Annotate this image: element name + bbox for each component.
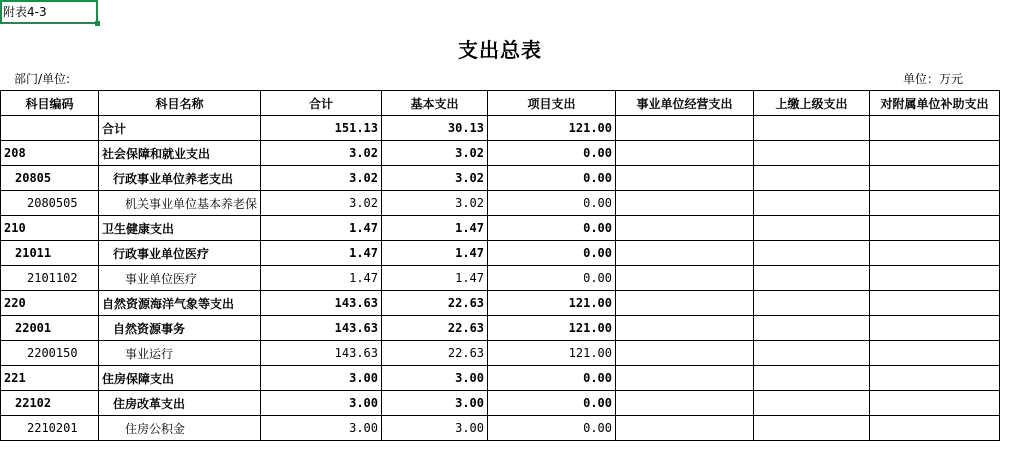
cell-total[interactable]: 3.02: [261, 141, 382, 166]
cell-business[interactable]: [616, 216, 754, 241]
cell-basic[interactable]: 22.63: [382, 291, 488, 316]
cell-code[interactable]: 22001: [1, 316, 99, 341]
cell-business[interactable]: [616, 316, 754, 341]
table-row: [1, 141, 1000, 166]
cell-code[interactable]: 2210201: [1, 416, 99, 441]
cell-total[interactable]: 3.02: [261, 166, 382, 191]
cell-total[interactable]: 3.02: [261, 191, 382, 216]
cell-code[interactable]: 220: [1, 291, 99, 316]
cell-name[interactable]: 合计: [99, 116, 261, 141]
header-remit[interactable]: 上缴上级支出: [754, 91, 870, 116]
cell-name[interactable]: 事业运行: [99, 341, 261, 366]
cell-project[interactable]: 0.00: [488, 141, 616, 166]
cell-total[interactable]: 143.63: [261, 341, 382, 366]
cell-subsidy[interactable]: [870, 366, 1000, 391]
cell-basic[interactable]: 1.47: [382, 216, 488, 241]
cell-subsidy[interactable]: [870, 266, 1000, 291]
cell-subsidy[interactable]: [870, 316, 1000, 341]
cell-business[interactable]: [616, 266, 754, 291]
cell-subsidy[interactable]: [870, 416, 1000, 441]
cell-basic[interactable]: 1.47: [382, 266, 488, 291]
page-title: 支出总表: [458, 38, 542, 62]
cell-code[interactable]: 210: [1, 216, 99, 241]
cell-basic[interactable]: 3.00: [382, 416, 488, 441]
cell-total[interactable]: 151.13: [261, 116, 382, 141]
cell-business[interactable]: [616, 116, 754, 141]
cell-name[interactable]: 住房公积金: [99, 416, 261, 441]
cell-subsidy[interactable]: [870, 216, 1000, 241]
table-row: [1, 266, 1000, 291]
cell-name[interactable]: 机关事业单位基本养老保: [99, 191, 261, 216]
cell-code[interactable]: 221: [1, 366, 99, 391]
cell-total[interactable]: 3.00: [261, 416, 382, 441]
cell-name[interactable]: 行政事业单位养老支出: [99, 166, 261, 191]
header-total[interactable]: 合计: [261, 91, 382, 116]
cell-code[interactable]: 21011: [1, 241, 99, 266]
header-subsidy[interactable]: 对附属单位补助支出: [870, 91, 1000, 116]
cell-business[interactable]: [616, 366, 754, 391]
table-row: [1, 391, 1000, 416]
cell-business[interactable]: [616, 241, 754, 266]
cell-ref-text: 附表4-3: [3, 5, 47, 19]
cell-subsidy[interactable]: [870, 166, 1000, 191]
cell-project[interactable]: 121.00: [488, 116, 616, 141]
selected-cell[interactable]: [0, 0, 98, 24]
cell-code[interactable]: 22102: [1, 391, 99, 416]
cell-project[interactable]: 0.00: [488, 216, 616, 241]
cell-subsidy[interactable]: [870, 291, 1000, 316]
cell-basic[interactable]: 1.47: [382, 241, 488, 266]
cell-remit[interactable]: [754, 316, 870, 341]
header-name[interactable]: 科目名称: [99, 91, 261, 116]
cell-project[interactable]: 0.00: [488, 416, 616, 441]
cell-name[interactable]: 卫生健康支出: [99, 216, 261, 241]
cell-business[interactable]: [616, 391, 754, 416]
table-row: [1, 166, 1000, 191]
cell-remit[interactable]: [754, 191, 870, 216]
header-project[interactable]: 项目支出: [488, 91, 616, 116]
cell-basic[interactable]: 30.13: [382, 116, 488, 141]
cell-name[interactable]: 住房保障支出: [99, 366, 261, 391]
cell-name[interactable]: 事业单位医疗: [99, 266, 261, 291]
cell-business[interactable]: [616, 291, 754, 316]
cell-code[interactable]: 2200150: [1, 341, 99, 366]
table-row: [1, 241, 1000, 266]
table-row: [1, 191, 1000, 216]
table-row: [1, 291, 1000, 316]
cell-subsidy[interactable]: [870, 116, 1000, 141]
table-row: [1, 316, 1000, 341]
cell-remit[interactable]: [754, 366, 870, 391]
cell-basic[interactable]: 3.02: [382, 191, 488, 216]
cell-project[interactable]: 0.00: [488, 391, 616, 416]
cell-basic[interactable]: 3.00: [382, 366, 488, 391]
cell-name[interactable]: 行政事业单位医疗: [99, 241, 261, 266]
header-business[interactable]: 事业单位经营支出: [616, 91, 754, 116]
cell-name[interactable]: 自然资源海洋气象等支出: [99, 291, 261, 316]
cell-remit[interactable]: [754, 166, 870, 191]
cell-basic[interactable]: 3.00: [382, 391, 488, 416]
cell-project[interactable]: 0.00: [488, 191, 616, 216]
cell-project[interactable]: 0.00: [488, 241, 616, 266]
table-row: [1, 116, 1000, 141]
cell-name[interactable]: 住房改革支出: [99, 391, 261, 416]
cell-total[interactable]: 3.00: [261, 391, 382, 416]
header-code[interactable]: 科目编码: [1, 91, 99, 116]
cell-subsidy[interactable]: [870, 241, 1000, 266]
cell-business[interactable]: [616, 416, 754, 441]
cell-subsidy[interactable]: [870, 191, 1000, 216]
table-row: [1, 216, 1000, 241]
cell-total[interactable]: 1.47: [261, 216, 382, 241]
cell-basic[interactable]: 3.02: [382, 166, 488, 191]
dept-label: 部门/单位:: [14, 72, 71, 86]
cell-remit[interactable]: [754, 141, 870, 166]
cell-project[interactable]: 0.00: [488, 366, 616, 391]
cell-remit[interactable]: [754, 416, 870, 441]
cell-basic[interactable]: 22.63: [382, 341, 488, 366]
table-row: [1, 366, 1000, 391]
header-basic[interactable]: 基本支出: [382, 91, 488, 116]
cell-business[interactable]: [616, 191, 754, 216]
cell-project[interactable]: 0.00: [488, 266, 616, 291]
cell-remit[interactable]: [754, 216, 870, 241]
cell-subsidy[interactable]: [870, 341, 1000, 366]
cell-business[interactable]: [616, 166, 754, 191]
cell-code[interactable]: [1, 116, 99, 141]
table-row: [1, 416, 1000, 441]
cell-remit[interactable]: [754, 116, 870, 141]
cell-name[interactable]: 社会保障和就业支出: [99, 141, 261, 166]
cell-code[interactable]: 20805: [1, 166, 99, 191]
cell-subsidy[interactable]: [870, 141, 1000, 166]
fill-handle[interactable]: [95, 21, 100, 26]
cell-business[interactable]: [616, 341, 754, 366]
cell-name[interactable]: 自然资源事务: [99, 316, 261, 341]
cell-total[interactable]: 143.63: [261, 316, 382, 341]
cell-project[interactable]: 121.00: [488, 316, 616, 341]
cell-subsidy[interactable]: [870, 391, 1000, 416]
cell-basic[interactable]: 22.63: [382, 316, 488, 341]
expenditure-table: [0, 90, 1000, 441]
cell-code[interactable]: 2101102: [1, 266, 99, 291]
cell-business[interactable]: [616, 141, 754, 166]
cell-total[interactable]: 1.47: [261, 266, 382, 291]
cell-project[interactable]: 121.00: [488, 341, 616, 366]
cell-project[interactable]: 121.00: [488, 291, 616, 316]
cell-basic[interactable]: 3.02: [382, 141, 488, 166]
cell-remit[interactable]: [754, 241, 870, 266]
cell-total[interactable]: 1.47: [261, 241, 382, 266]
cell-total[interactable]: 143.63: [261, 291, 382, 316]
table-row: [1, 341, 1000, 366]
cell-remit[interactable]: [754, 391, 870, 416]
cell-code[interactable]: 2080505: [1, 191, 99, 216]
unit-label: 单位：万元: [903, 72, 964, 86]
cell-project[interactable]: 0.00: [488, 166, 616, 191]
cell-code[interactable]: 208: [1, 141, 99, 166]
header-row: [1, 91, 1000, 116]
cell-remit[interactable]: [754, 341, 870, 366]
cell-remit[interactable]: [754, 291, 870, 316]
cell-remit[interactable]: [754, 266, 870, 291]
cell-total[interactable]: 3.00: [261, 366, 382, 391]
